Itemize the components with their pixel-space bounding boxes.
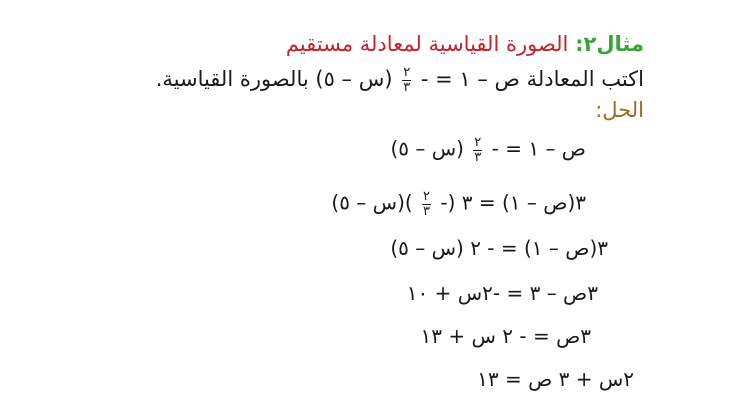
equation-step-4: ٣ص – ٣ = -٢س + ١٠ bbox=[406, 281, 598, 305]
equation-step-3: ٣(ص – ١) = - ٢ (س – ٥) bbox=[390, 236, 608, 260]
equation-text-before: ٣(ص – ١) = ٣ (- bbox=[440, 190, 586, 215]
equation-text-before: ص – ١ = - bbox=[491, 136, 586, 161]
equation-fraction bbox=[422, 190, 431, 218]
solution-label: الحل: bbox=[595, 98, 644, 122]
example-heading bbox=[286, 34, 644, 55]
problem-fraction bbox=[402, 66, 411, 94]
example-title: الصورة القياسية لمعادلة مستقيم bbox=[285, 32, 576, 56]
fraction-denominator: ٣ bbox=[423, 203, 431, 219]
problem-text-before: اكتب المعادلة ص – ١ = - bbox=[420, 67, 644, 92]
problem-text-after: (س – ٥) بالصورة القياسية. bbox=[155, 67, 393, 92]
example-label: مثال٢: bbox=[575, 32, 644, 56]
fraction-denominator: ٣ bbox=[474, 149, 482, 165]
problem-statement bbox=[156, 66, 644, 94]
fraction-numerator: ٢ bbox=[474, 135, 482, 150]
equation-step-5: ٣ص = - ٢ س + ١٣ bbox=[420, 324, 591, 348]
fraction-numerator: ٢ bbox=[403, 65, 411, 80]
fraction-numerator: ٢ bbox=[423, 189, 431, 204]
equation-text-after: )(س – ٥) bbox=[331, 190, 413, 215]
equation-step-1 bbox=[390, 136, 586, 164]
equation-text-after: (س – ٥) bbox=[390, 136, 464, 161]
equation-step-6: ٢س + ٣ ص = ١٣ bbox=[477, 367, 634, 391]
equation-fraction bbox=[473, 136, 482, 164]
fraction-denominator: ٣ bbox=[403, 79, 411, 95]
equation-step-2 bbox=[331, 190, 586, 218]
